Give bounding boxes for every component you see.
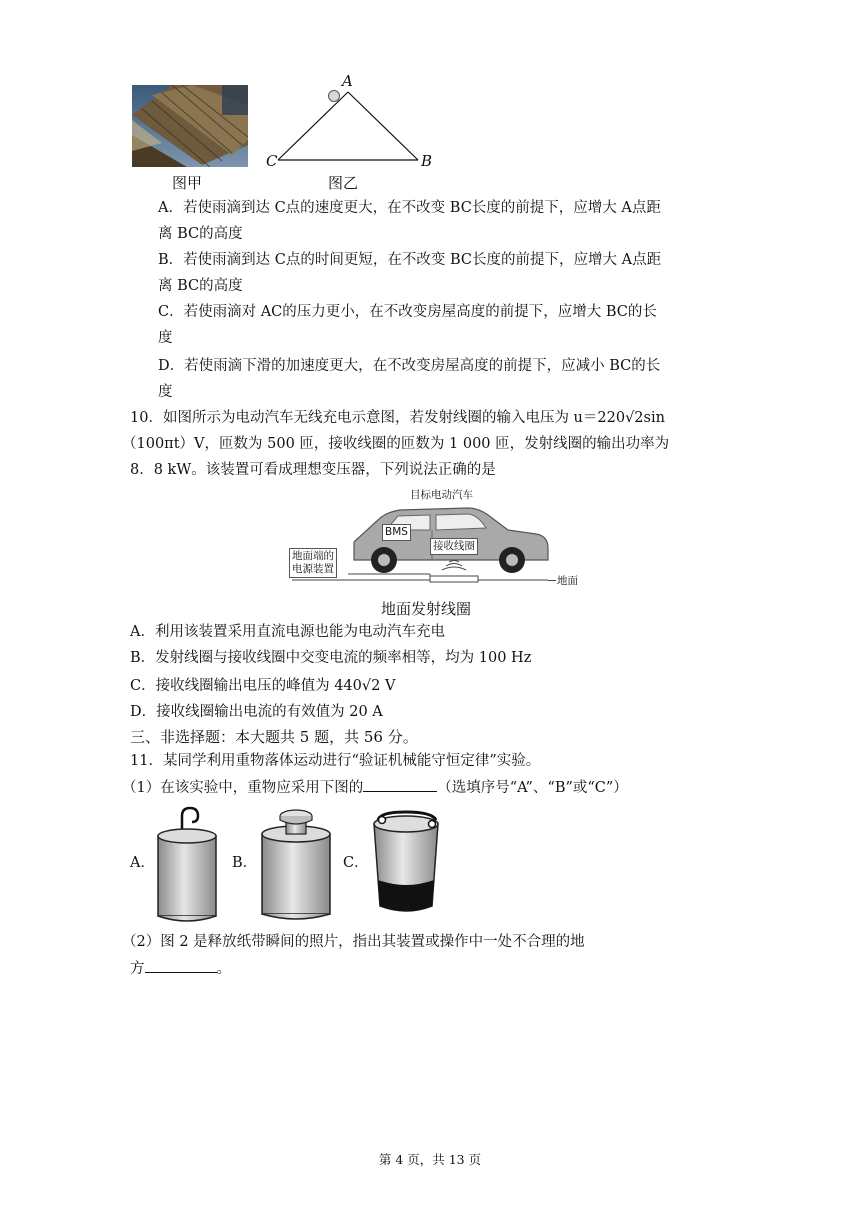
- ground-line-extension: [548, 580, 556, 581]
- q9-option-a-line2: 离 BC的高度: [158, 226, 243, 242]
- weight-a-label: A．: [130, 855, 155, 871]
- q9-option-d-line2: 度: [158, 384, 173, 400]
- q11-part2-blank[interactable]: [145, 958, 217, 973]
- point-c-label: C: [266, 152, 278, 170]
- q10-stem-line2: （100πt）V，匝数为 500 匝，接收线圈的匝数为 1 000 匝，发射线圈的输出功率为: [122, 436, 670, 452]
- page-footer: 第 4 页，共 13 页: [378, 1152, 482, 1167]
- transmit-coil-caption: 地面发射线圈: [381, 600, 472, 618]
- q11-part2-post: 。: [216, 961, 231, 977]
- q9-option-b-line1: B．若使雨滴到达 C点的时间更短，在不改变 BC长度的前提下，应增大 A点距: [158, 252, 662, 268]
- q10-stem-line3: 8．8 kW。该装置可看成理想变压器，下列说法正确的是: [130, 462, 496, 478]
- q11-part1: [122, 777, 628, 798]
- q9-option-c-line2: 度: [158, 330, 173, 346]
- q10-option-b: B．发射线圈与接收线圈中交变电流的频率相等，均为 100 Hz: [130, 650, 532, 666]
- ground-power-label-1: 地面端的: [292, 550, 334, 562]
- point-b-label: B: [421, 152, 433, 170]
- q9-option-d-line1: D．若使雨滴下滑的加速度更大，在不改变房屋高度的前提下，应减小 BC的长: [158, 358, 661, 374]
- weight-c-bucket: [366, 808, 446, 916]
- q11-part1-pre: （1）在该实验中，重物应采用下图的: [122, 780, 364, 796]
- q11-part1-post: （选填序号“A”、“B”或“C”）: [437, 780, 628, 796]
- q10-stem-line1: 10．如图所示为电动汽车无线充电示意图，若发射线圈的输入电压为 u＝220√2sin: [130, 410, 665, 426]
- ground-power-box: [289, 548, 337, 578]
- section-3-heading: 三、非选择题：本大题共 5 题，共 56 分。: [130, 728, 418, 746]
- q11-part2-pre: 方: [130, 961, 145, 977]
- q10-option-c: C．接收线圈输出电压的峰值为 440√2 V: [130, 678, 396, 694]
- roof-photo: [132, 85, 248, 167]
- q9-option-b-line2: 离 BC的高度: [158, 278, 243, 294]
- fig-yi-caption: 图乙: [328, 174, 359, 192]
- q9-option-a-line1: A．若使雨滴到达 C点的速度更大，在不改变 BC长度的前提下，应增大 A点距: [158, 200, 661, 216]
- weight-c-label: C．: [343, 855, 369, 871]
- q11-part1-blank[interactable]: [363, 777, 437, 792]
- ground-power-label-2: 电源装置: [292, 563, 334, 575]
- q9-option-c-line1: C．若使雨滴对 AC的压力更小，在不改变房屋高度的前提下，应增大 BC的长: [158, 304, 657, 320]
- target-car-label: 目标电动汽车: [410, 489, 473, 501]
- bms-label: BMS: [382, 524, 411, 541]
- q11-intro: 11．某同学利用重物落体运动进行“验证机械能守恒定律”实验。: [130, 753, 541, 769]
- q11-part2-line2: [130, 958, 231, 979]
- q10-option-d: D．接收线圈输出电流的有效值为 20 A: [130, 704, 383, 720]
- fig-jia-caption: 图甲: [172, 174, 203, 192]
- point-a-label: A: [342, 72, 353, 90]
- q11-part2-line1: （2）图 2 是释放纸带瞬间的照片，指出其装置或操作中一处不合理的地: [122, 934, 585, 950]
- weight-a-hook-cylinder: [154, 804, 220, 922]
- q10-option-a: A．利用该装置采用直流电源也能为电动汽车充电: [130, 624, 445, 640]
- weight-b-knob-cylinder: [256, 806, 336, 922]
- weight-b-label: B．: [232, 855, 258, 871]
- ground-label: 地面: [557, 575, 578, 587]
- receive-coil-label: 接收线圈: [430, 538, 478, 555]
